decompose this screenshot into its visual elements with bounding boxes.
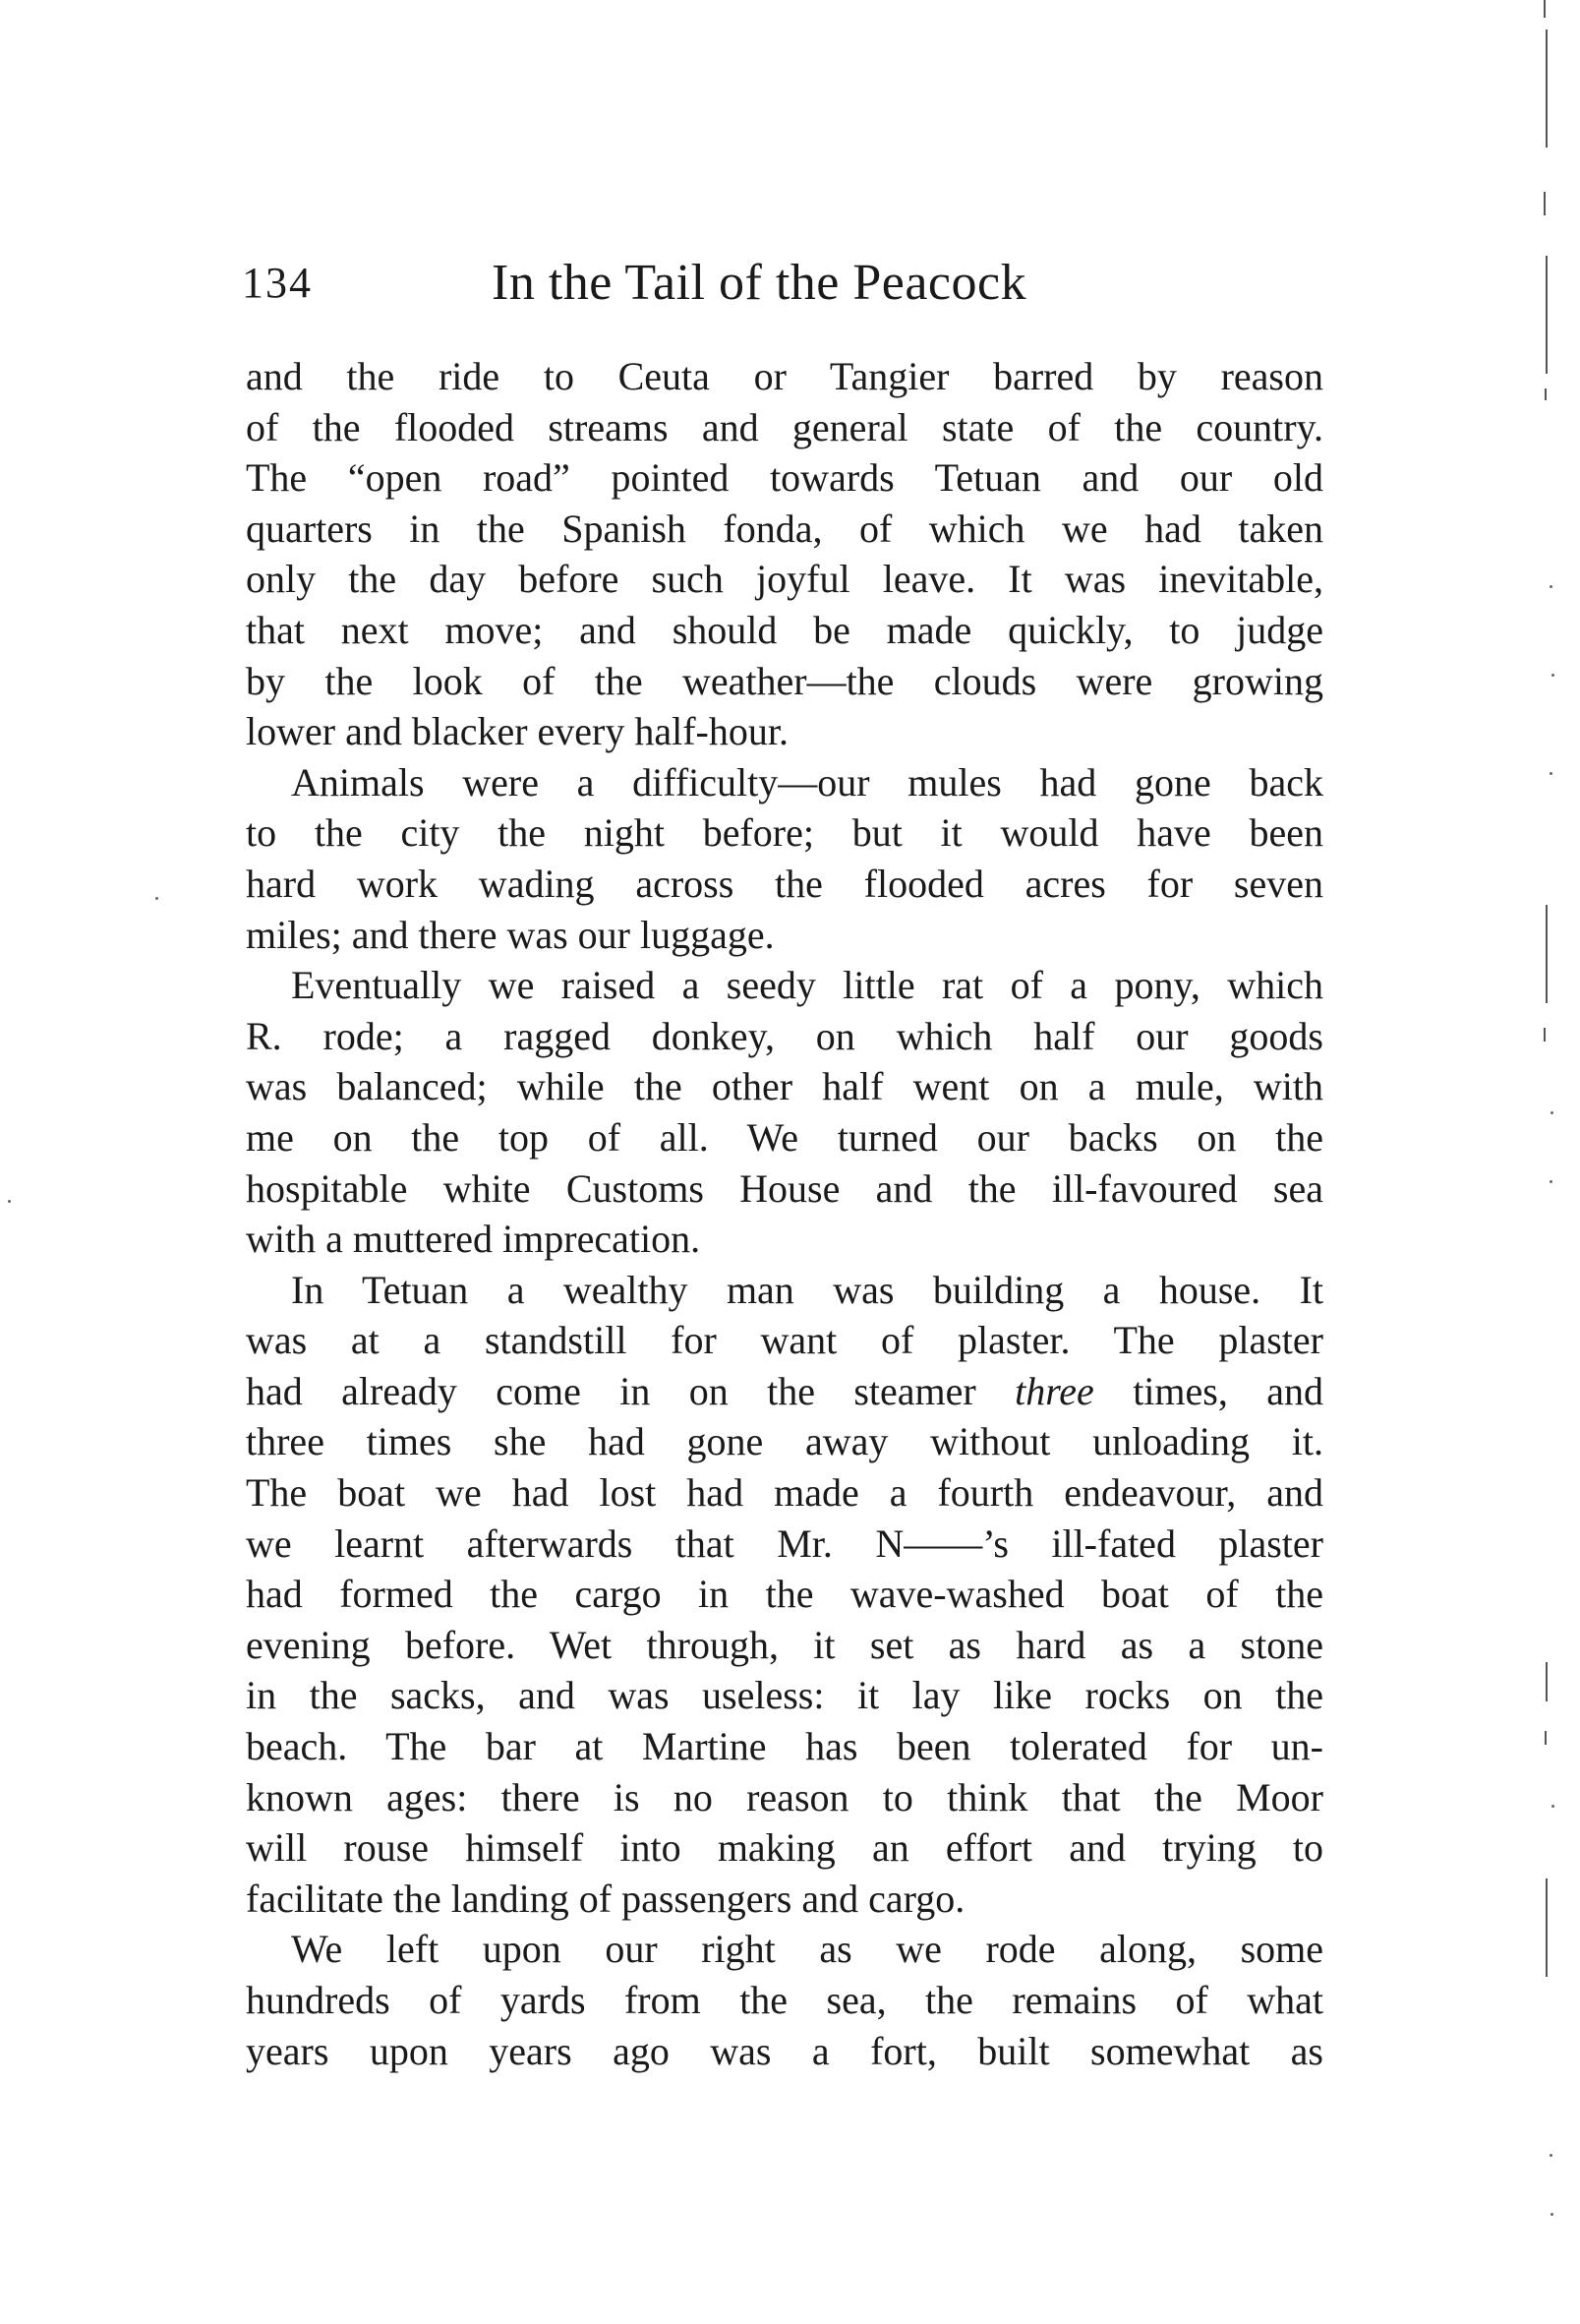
scan-edge-mark	[1545, 388, 1547, 400]
text-line: hundreds of yards from the sea, the remains of what	[246, 1978, 1323, 2022]
text-line: we learnt afterwards that Mr. N——’s ill-fated plaster	[246, 1520, 1323, 1566]
scan-edge-mark	[1546, 256, 1548, 374]
text-line: with a muttered imprecation.	[246, 1217, 701, 1262]
text-line: will rouse himself into making an effort and trying to	[246, 1825, 1323, 1871]
text-line: only the day before such joyful leave. It was inevitable,	[246, 557, 1323, 602]
scan-speck	[1551, 674, 1554, 677]
text-line: miles; and there was our luggage.	[246, 912, 775, 957]
text-line: Animals were a difficulty—our mules had gone back	[291, 759, 1323, 804]
text-line: and the ride to Ceuta or Tangier barred by reason	[246, 354, 1323, 398]
scan-edge-mark	[1546, 905, 1548, 1003]
text-line: to the city the night before; but it would have been	[246, 810, 1323, 856]
text-line: three times she had gone away without unloading it.	[246, 1419, 1323, 1464]
text-line: years upon years ago was a fort, built somewhat as	[246, 2028, 1323, 2073]
text-line: evening before. Wet through, it set as hard as a stone	[246, 1622, 1323, 1667]
scan-edge-mark	[1546, 1662, 1548, 1701]
scan-edge-mark	[1544, 0, 1546, 18]
text-line: known ages: there is no reason to think that the Moor	[246, 1774, 1323, 1819]
text-line: lower and blacker every half-hour.	[246, 709, 789, 754]
text-line: facilitate the landing of passengers and cargo.	[246, 1876, 966, 1921]
scan-edge-mark	[1546, 30, 1548, 148]
text-line: that next move; and should be made quickly, to judge	[246, 607, 1323, 652]
text-line: The “open road” pointed towards Tetuan and our old	[246, 455, 1323, 501]
text-line: of the flooded streams and general state of the country.	[246, 404, 1323, 449]
scan-speck	[1550, 2154, 1552, 2157]
scan-speck	[155, 897, 158, 900]
scan-edge-mark	[1546, 1878, 1548, 1977]
text-line: was balanced; while the other half went on a mule, with	[246, 1064, 1323, 1109]
text-segment: times, and	[1133, 1368, 1323, 1413]
text-line: The boat we had lost had made a fourth endeavour, and	[246, 1470, 1323, 1516]
text-segment: had already come in on the steamer	[246, 1368, 976, 1413]
scan-speck	[8, 1200, 11, 1203]
text-line: quarters in the Spanish fonda, of which we had taken	[246, 506, 1323, 551]
text-line: beach. The bar at Martine has been tolerated for un-	[246, 1724, 1323, 1769]
text-line: by the look of the weather—the clouds were growing	[246, 658, 1323, 703]
body-text	[246, 351, 1323, 2076]
scan-speck	[1551, 1111, 1553, 1114]
scan-speck	[1550, 1180, 1552, 1183]
text-line: hard work wading across the flooded acres for seven	[246, 861, 1323, 906]
page-header	[242, 254, 1323, 323]
text-line: In Tetuan a wealthy man was building a house. It	[291, 1267, 1323, 1312]
scan-speck	[1550, 585, 1552, 588]
scan-speck	[1550, 772, 1552, 775]
scan-speck	[1551, 1805, 1554, 1808]
scan-edge-mark	[1544, 1028, 1546, 1042]
scan-edge-mark	[1544, 192, 1546, 215]
scan-edge-mark	[1545, 1731, 1547, 1745]
text-line: had formed the cargo in the wave-washed boat of the	[246, 1572, 1323, 1617]
italic-word: three	[1015, 1368, 1094, 1413]
text-line: me on the top of all. We turned our backs on the	[246, 1114, 1323, 1160]
text-line-with-italic	[246, 1366, 1323, 1417]
running-title: In the Tail of the Peacock	[492, 255, 1027, 311]
page-number: 134	[242, 259, 313, 307]
text-line: R. rode; a ragged donkey, on which half our goods	[246, 1013, 1323, 1058]
text-line: in the sacks, and was useless: it lay like rocks on the	[246, 1673, 1323, 1718]
text-line: was at a standstill for want of plaster. The plaster	[246, 1318, 1323, 1363]
text-line: Eventually we raised a seedy little rat of a pony, which	[291, 963, 1323, 1008]
scan-speck	[1551, 2213, 1553, 2216]
text-line: We left upon our right as we rode along, some	[291, 1927, 1323, 1972]
text-line: hospitable white Customs House and the ill-favoured sea	[246, 1165, 1323, 1211]
